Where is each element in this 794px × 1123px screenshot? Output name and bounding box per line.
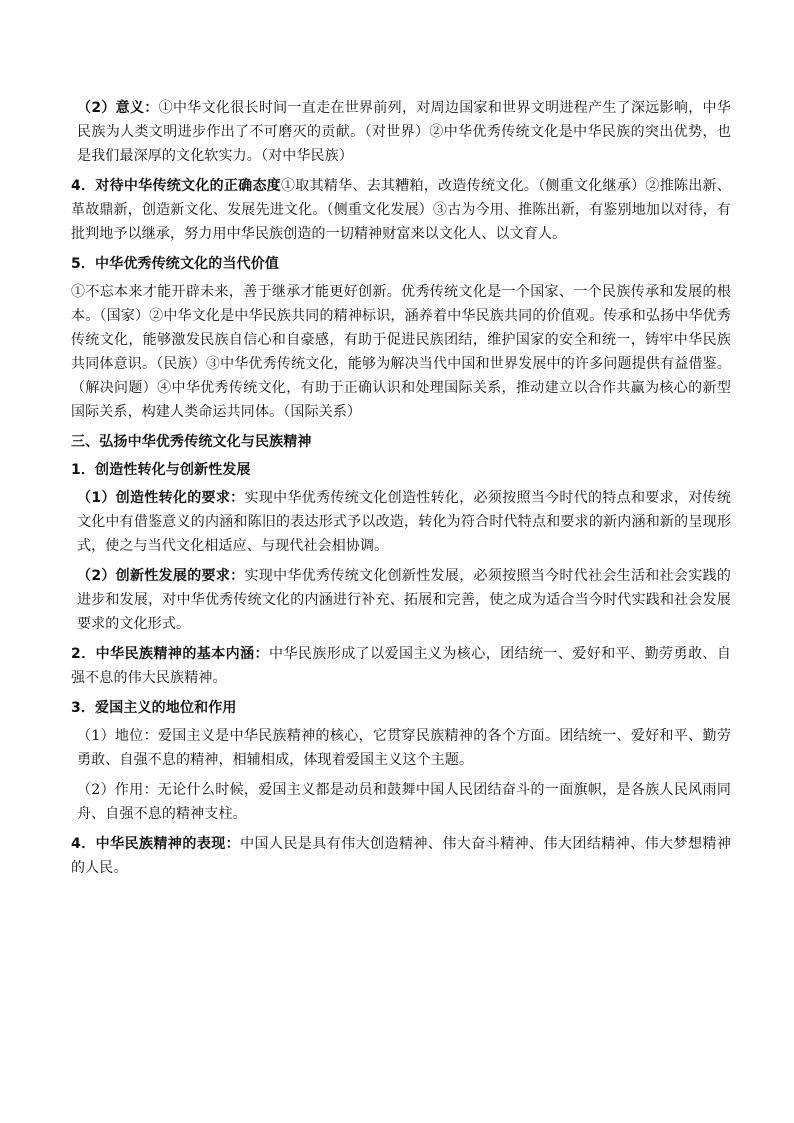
paragraph-creative-transformation: [71, 486, 731, 558]
paragraph-correct-attitude: [71, 174, 731, 246]
document-body: [71, 96, 731, 886]
spirit-lead: 2．中华民族精神的基本内涵：: [71, 646, 269, 662]
expression-lead: 4．中华民族精神的表现：: [71, 836, 241, 852]
paragraph-innovative-development: [71, 564, 731, 636]
spirit-text: 中华民族形成了以爱国主义为核心，团结统一、爱好和平、勤劳勇敢、自强不息的伟大民族精神。: [71, 646, 731, 686]
paragraph-significance: [71, 96, 731, 168]
attitude-lead: 4．对待中华传统文化的正确态度: [71, 178, 282, 194]
paragraph-spirit-expression: [71, 832, 731, 880]
attitude-text: ①取其精华、去其糟粕，改造传统文化。（侧重文化继承）②推陈出新、革故鼎新，创造新文化、发展先进文化。（侧重文化发展）③古为今用、推陈出新，有鉴别地加以对待，有批判地予以继承，努力用中华民族创造的一切精神财富来以文化人、以文育人。: [71, 178, 731, 242]
status-text: 爱国主义是中华民族精神的核心，它贯穿民族精神的各个方面。团结统一、爱好和平、勤劳勇敢、自强不息的精神，相辅相成，体现着爱国主义这个主题。: [77, 728, 731, 768]
role-lead: （2）作用：: [77, 782, 158, 798]
paragraph-patriotism-role: [71, 778, 731, 826]
paragraph-patriotism-status: [71, 724, 731, 772]
heading-contemporary-value: 5．中华优秀传统文化的当代价值: [71, 256, 279, 272]
innovation-text: 实现中华优秀传统文化创新性发展，必须按照当今时代社会生活和社会实践的进步和发展，对中华优秀传统文化的内涵进行补充、拓展和完善，使之成为适合当今时代实践和社会发展要求的文化形式。: [77, 568, 731, 632]
contemporary-value-text: ①不忘本来才能开辟未来，善于继承才能更好创新。优秀传统文化是一个国家、一个民族传承和发展的根本。（国家）②中华文化是中华民族共同的精神标识，涵养着中华民族共同的价值观。传承和弘扬中华优秀传统文化，能够激发民族自信心和自豪感，有助于促进民族团结，维护国家的安全和统一，铸牢中华民族共同体意识。（民族）③中华优秀传统文化，能够为解决当代中国和世界发展中的许多问题提供有益借鉴。（解决问题）④中华优秀传统文化，有助于正确认识和处理国际关系，推动建立以合作共赢为核心的新型国际关系，构建人类命运共同体。（国际关系）: [71, 284, 731, 420]
role-text: 无论什么时候，爱国主义都是动员和鼓舞中国人民团结奋斗的一面旗帜，是各族人民风雨同舟、自强不息的精神支柱。: [77, 782, 731, 822]
innovation-lead: （2）创新性发展的要求：: [77, 568, 245, 584]
transformation-lead: （1）创造性转化的要求：: [77, 490, 245, 506]
significance-lead: （2）意义：: [77, 100, 159, 116]
status-lead: （1）地位：: [77, 728, 158, 744]
expression-text: 中国人民是具有伟大创造精神、伟大奋斗精神、伟大团结精神、伟大梦想精神的人民。: [71, 836, 731, 876]
significance-text: ①中华文化很长时间一直走在世界前列，对周边国家和世界文明进程产生了深远影响，中华民族为人类文明进步作出了不可磨灭的贡献。（对世界）②中华优秀传统文化是中华民族的突出优势，也是我们最深厚的文化软实力。（对中华民族）: [77, 100, 731, 164]
paragraph-contemporary-value: [71, 280, 731, 424]
paragraph-national-spirit: [71, 642, 731, 690]
heading-patriotism: 3．爱国主义的地位和作用: [71, 700, 237, 716]
heading-section-three: 三、弘扬中华优秀传统文化与民族精神: [71, 434, 312, 450]
transformation-text: 实现中华优秀传统文化创造性转化，必须按照当今时代的特点和要求，对传统文化中有借鉴意义的内涵和陈旧的表达形式予以改造，转化为符合时代特点和要求的新内涵和新的呈现形式，使之与当代文化相适应、与现代社会相协调。: [77, 490, 731, 554]
heading-transformation: 1．创造性转化与创新性发展: [71, 462, 251, 478]
